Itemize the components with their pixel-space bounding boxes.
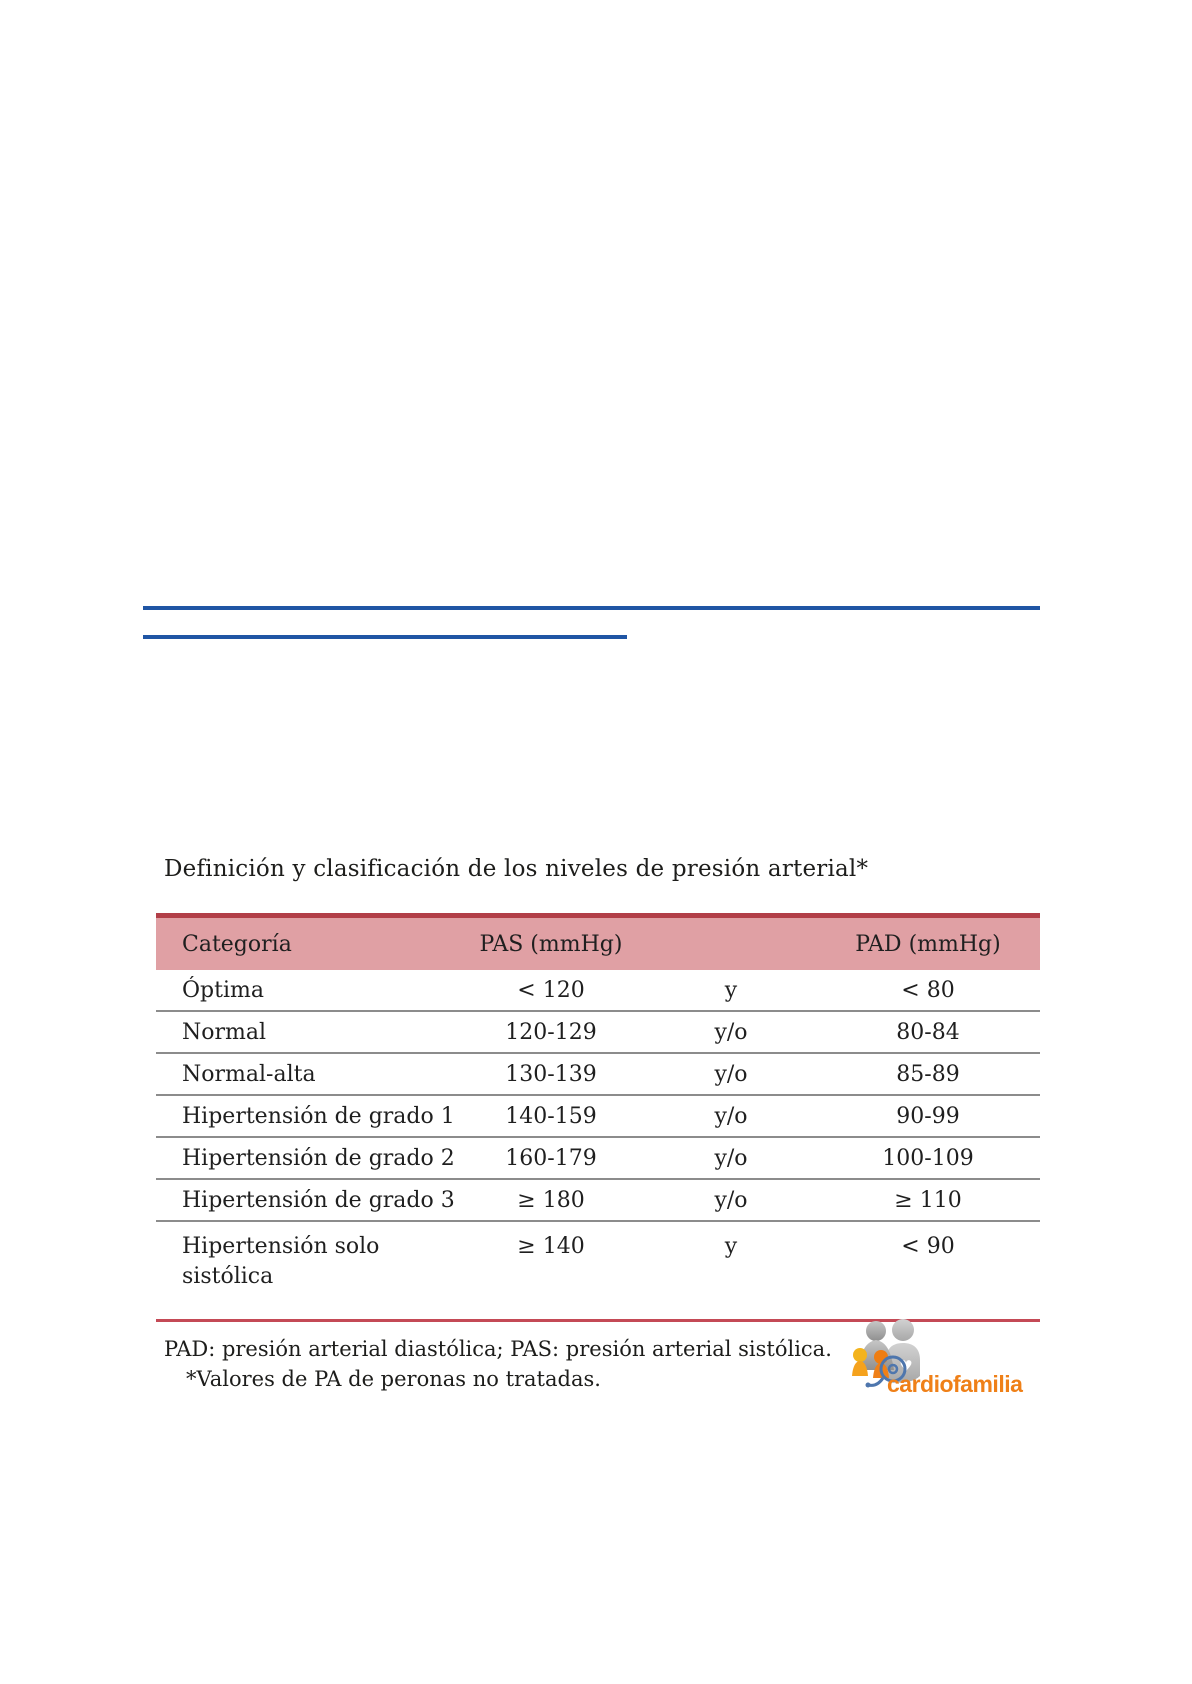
cell-categoria: Normal-alta [182,1061,316,1087]
cell-pad: < 80 [901,977,955,1003]
cell-pad: 100-109 [882,1145,974,1171]
cell-conector: y/o [714,1061,748,1087]
table-row [156,1096,1040,1138]
table-row [156,1138,1040,1180]
cell-pas: ≥ 140 [517,1234,585,1259]
header-cell-categoria: Categoría [182,931,292,957]
cell-pas: 130-139 [505,1061,597,1087]
cell-conector: y/o [714,1187,748,1213]
cell-pad: 90-99 [896,1103,960,1129]
cell-categoria: Óptima [182,977,264,1003]
cell-categoria: Normal [182,1019,267,1045]
table-row [156,1012,1040,1054]
cell-pad: 80-84 [896,1019,960,1045]
cell-pad: 85-89 [896,1061,960,1087]
table-footnotes [164,1334,832,1394]
table-row [156,970,1040,1012]
cell-pas: ≥ 180 [517,1187,585,1213]
table-row [156,1222,1040,1322]
hyperlink-underline-1[interactable] [143,606,1040,610]
table-header-row [156,913,1040,970]
cell-pad: ≥ 110 [894,1187,962,1213]
cell-conector: y [724,977,738,1003]
cell-conector: y/o [714,1019,748,1045]
cell-pas: 140-159 [505,1103,597,1129]
footnote-asterisk: *Valores de PA de peronas no tratadas. [186,1367,601,1391]
cell-categoria: Hipertensión solo sistólica [182,1234,380,1289]
table-row [156,1180,1040,1222]
cell-pas: < 120 [517,977,585,1003]
header-cell-pas: PAS (mmHg) [479,931,623,957]
cell-pas: 120-129 [505,1019,597,1045]
blood-pressure-table [156,913,1040,1322]
cell-categoria: Hipertensión de grado 1 [182,1103,455,1129]
cell-conector: y/o [714,1145,748,1171]
cell-pas: 160-179 [505,1145,597,1171]
hyperlink-underline-2[interactable] [143,635,627,639]
logo-heart-icon: ♥ [899,1357,913,1375]
logo-wordmark: cardiofamilia [887,1371,1023,1397]
header-cell-pad: PAD (mmHg) [855,931,1001,957]
cell-conector: y/o [714,1103,748,1129]
table-title: Definición y clasificación de los niveles de presión arterial* [164,856,869,882]
cardiofamilia-logo [850,1318,1065,1418]
footnote-abbreviations: PAD: presión arterial diastólica; PAS: presión arterial sistólica. [164,1337,832,1361]
cell-categoria: Hipertensión de grado 3 [182,1187,455,1213]
cell-conector: y [724,1234,738,1259]
cell-categoria: Hipertensión de grado 2 [182,1145,455,1171]
table-row [156,1054,1040,1096]
cell-pad: < 90 [901,1234,955,1259]
